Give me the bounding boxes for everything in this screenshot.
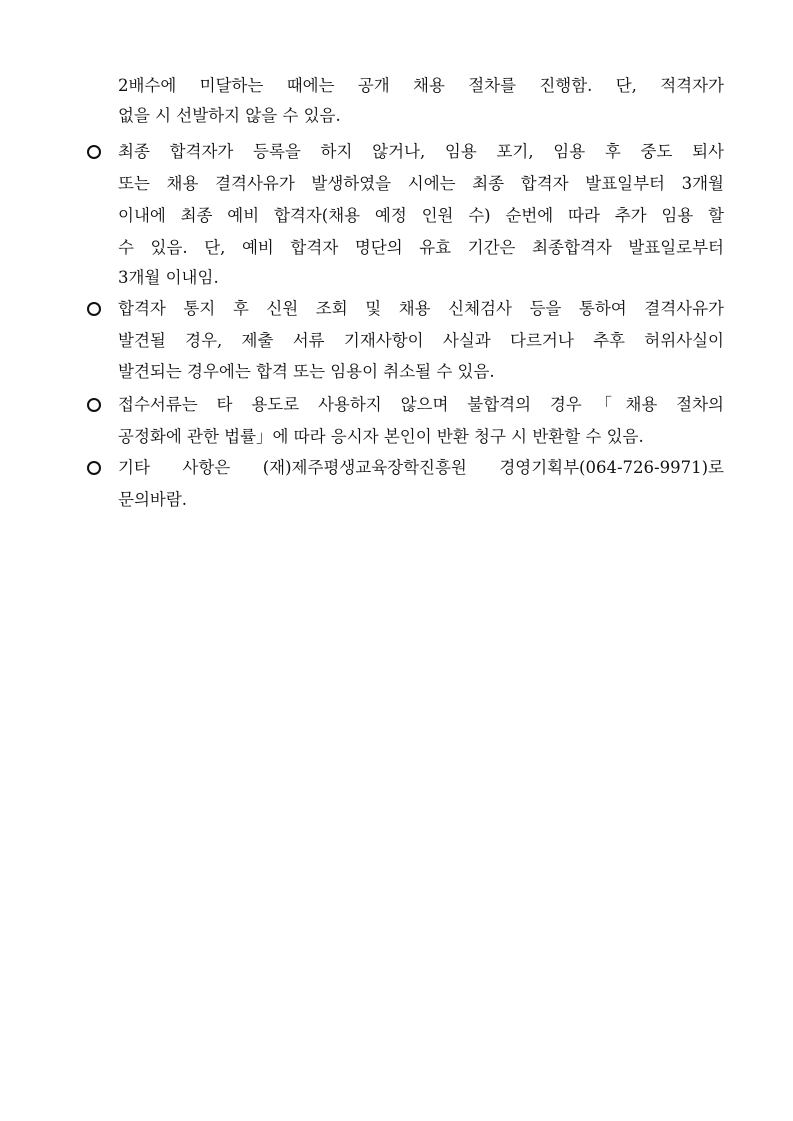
paragraph-line: 없을 시 선발하지 않을 수 있음.	[118, 106, 341, 125]
paragraph-line: 이내에 최종 예비 합격자(채용 예정 인원 수) 순번에 따라 추가 임용 할	[118, 206, 724, 225]
paragraph-line: 발견될 경우, 제출 서류 기재사항이 사실과 다르거나 추후 허위사실이	[118, 331, 724, 350]
paragraph-line: 수 있음. 단, 예비 합격자 명단의 유효 기간은 최종합격자 발표일로부터	[118, 238, 724, 257]
paragraph-line: 또는 채용 결격사유가 발생하였을 시에는 최종 합격자 발표일부터 3개월	[118, 174, 724, 193]
paragraph-line: 최종 합격자가 등록을 하지 않거나, 임용 포기, 임용 후 중도 퇴사	[118, 142, 724, 161]
circle-bullet-icon	[87, 398, 101, 412]
paragraph-line: 공정화에 관한 법률」에 따라 응시자 본인이 반환 청구 시 반환할 수 있음.	[118, 427, 644, 446]
paragraph-line: 기타 사항은 (재)제주평생교육장학진흥원 경영기획부(064-726-9971)로	[118, 458, 724, 477]
paragraph-line: 3개월 이내임.	[118, 268, 219, 287]
paragraph-line: 접수서류는 타 용도로 사용하지 않으며 불합격의 경우「채용 절차의	[118, 395, 724, 414]
circle-bullet-icon	[87, 145, 101, 159]
circle-bullet-icon	[87, 461, 101, 475]
paragraph-line: 합격자 통지 후 신원 조회 및 채용 신체검사 등을 통하여 결격사유가	[118, 299, 724, 318]
paragraph-line: 문의바람.	[118, 490, 188, 509]
paragraph-line: 2배수에 미달하는 때에는 공개 채용 절차를 진행함. 단, 적격자가	[118, 76, 724, 95]
paragraph-line: 발견되는 경우에는 합격 또는 임용이 취소될 수 있음.	[118, 362, 495, 381]
circle-bullet-icon	[87, 302, 101, 316]
